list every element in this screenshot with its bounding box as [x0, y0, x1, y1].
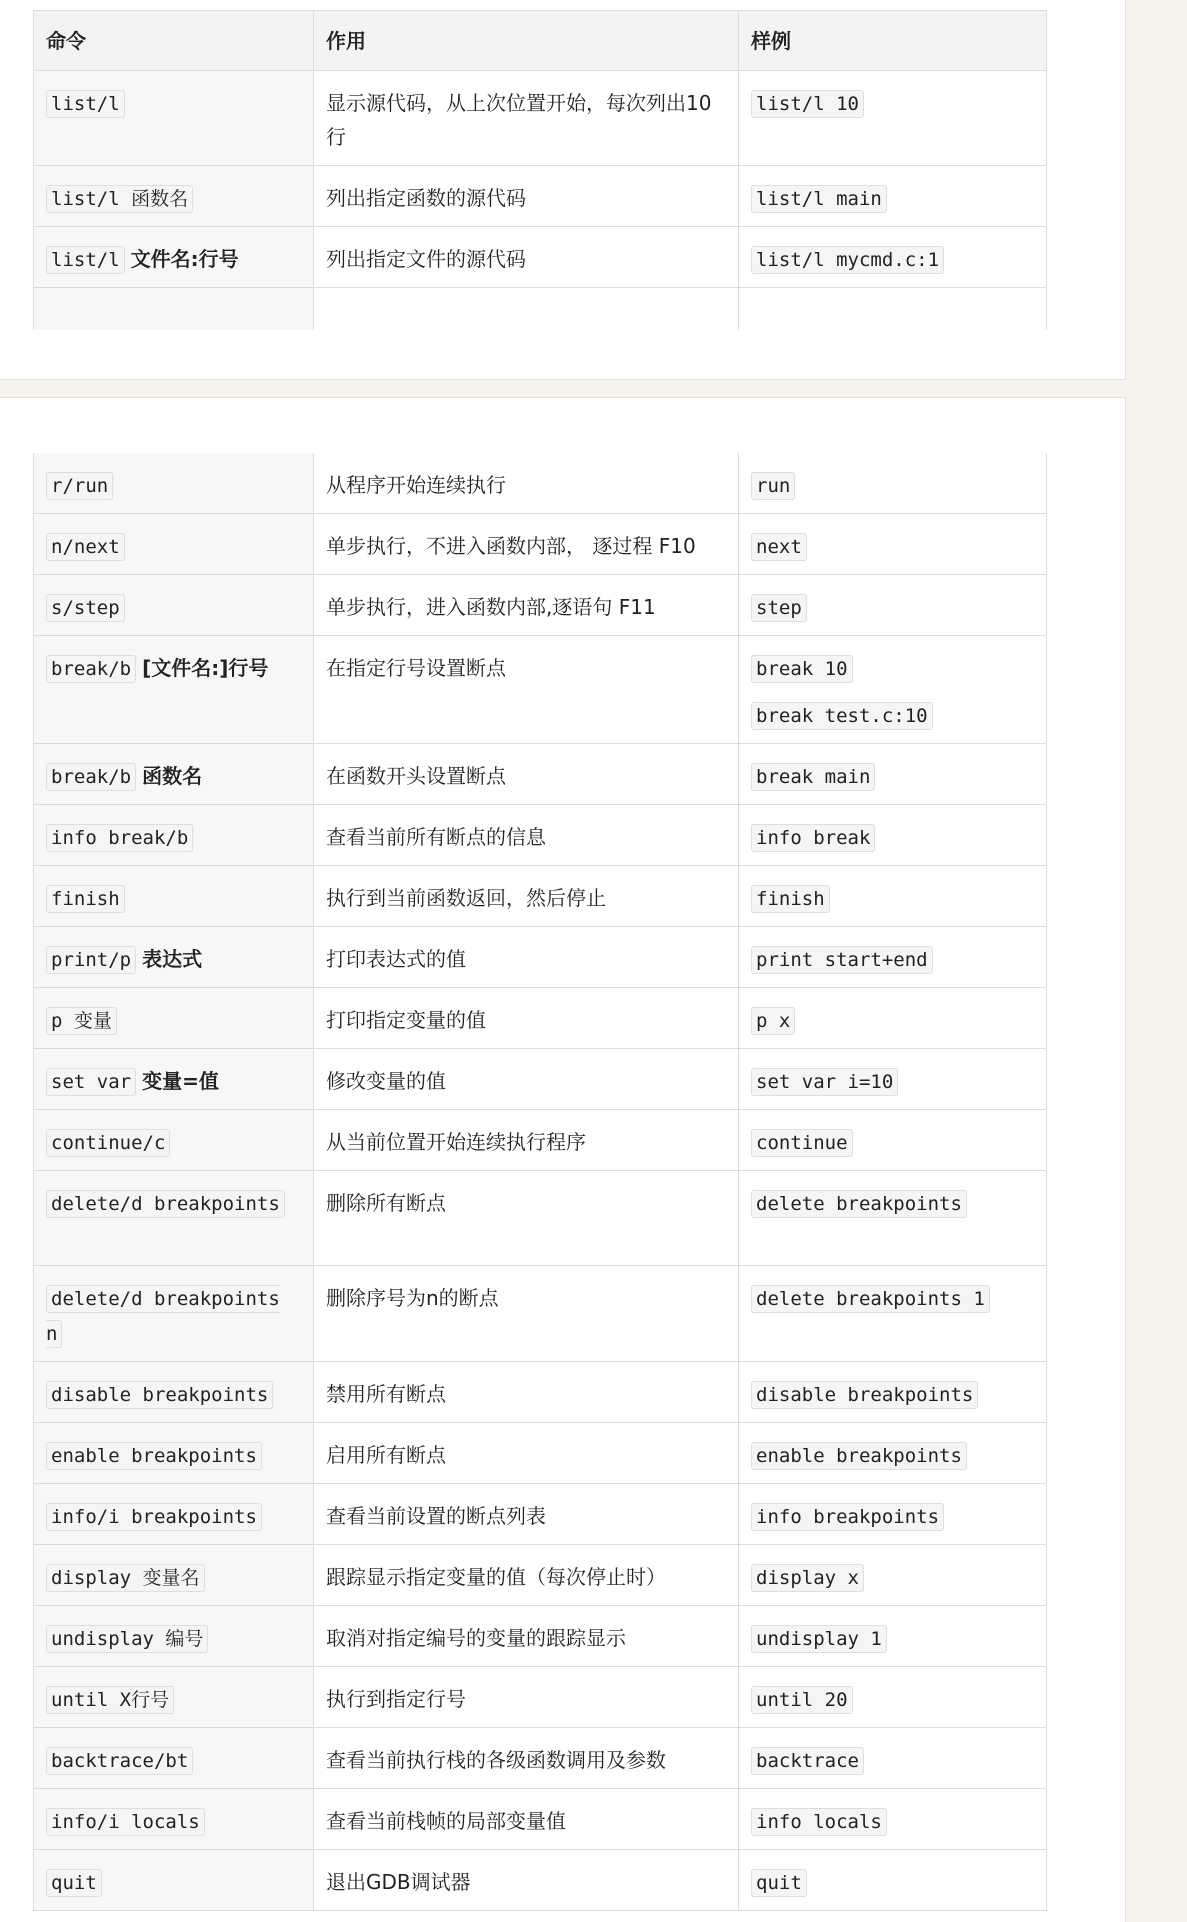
table-row — [34, 1266, 1047, 1362]
table-row — [34, 744, 1047, 805]
table-row — [34, 866, 1047, 927]
main-card — [0, 397, 1126, 1922]
command-cell — [34, 575, 314, 636]
description-cell: 在指定行号设置断点 — [314, 636, 739, 744]
table-row — [34, 1049, 1047, 1110]
table-row — [34, 805, 1047, 866]
description-cell: 查看当前设置的断点列表 — [314, 1484, 739, 1545]
command-code: enable breakpoints — [46, 1442, 262, 1470]
description-cell: 执行到当前函数返回，然后停止 — [314, 866, 739, 927]
description-cell: 删除序号为n的断点 — [314, 1266, 739, 1362]
example-cell — [739, 988, 1047, 1049]
example-cell — [739, 1362, 1047, 1423]
example-code: print start+end — [751, 946, 933, 974]
command-code: list/l — [46, 90, 125, 118]
example-cell — [739, 453, 1047, 514]
top-card — [0, 0, 1126, 380]
example-code: break test.c:10 — [751, 702, 933, 730]
empty-cell — [34, 288, 314, 330]
command-argument: [文件名:]行号 — [142, 656, 269, 680]
table-header-row — [34, 11, 1047, 71]
example-code: until 20 — [751, 1686, 853, 1714]
command-code: list/l 函数名 — [46, 185, 193, 213]
example-cell — [739, 1171, 1047, 1266]
command-code: quit — [46, 1869, 102, 1897]
example-cell — [739, 1110, 1047, 1171]
example-code: finish — [751, 885, 830, 913]
example-cell — [739, 71, 1047, 166]
gdb-commands-table-main — [33, 453, 1047, 1911]
command-cell — [34, 71, 314, 166]
table-row — [34, 1850, 1047, 1911]
table-row — [34, 1362, 1047, 1423]
empty-cell — [739, 288, 1047, 330]
command-cell — [34, 166, 314, 227]
table-row — [34, 1110, 1047, 1171]
command-argument: 函数名 — [142, 764, 203, 788]
command-cell — [34, 805, 314, 866]
example-cell — [739, 1049, 1047, 1110]
command-cell — [34, 1484, 314, 1545]
command-code: continue/c — [46, 1129, 170, 1157]
example-code: set var i=10 — [751, 1068, 898, 1096]
table-row — [34, 1667, 1047, 1728]
description-cell: 从程序开始连续执行 — [314, 453, 739, 514]
example-code: list/l main — [751, 185, 887, 213]
description-cell: 单步执行，不进入函数内部， 逐过程 F10 — [314, 514, 739, 575]
command-code: set var — [46, 1068, 136, 1096]
command-cell — [34, 453, 314, 514]
command-cell — [34, 514, 314, 575]
command-cell — [34, 1667, 314, 1728]
command-cell — [34, 1362, 314, 1423]
example-cell — [739, 1850, 1047, 1911]
example-code: quit — [751, 1869, 807, 1897]
command-cell — [34, 1266, 314, 1362]
example-code: step — [751, 594, 807, 622]
table-row — [34, 1545, 1047, 1606]
command-code: p 变量 — [46, 1007, 117, 1035]
example-code: next — [751, 533, 807, 561]
table-row — [34, 988, 1047, 1049]
command-cell — [34, 1171, 314, 1266]
description-cell: 启用所有断点 — [314, 1423, 739, 1484]
command-code: info/i breakpoints — [46, 1503, 262, 1531]
table-row — [34, 927, 1047, 988]
empty-row — [34, 288, 1047, 330]
header-purpose: 作用 — [314, 11, 739, 71]
example-cell — [739, 166, 1047, 227]
example-code: disable breakpoints — [751, 1381, 978, 1409]
example-cell — [739, 227, 1047, 288]
command-cell — [34, 866, 314, 927]
example-cell — [739, 1484, 1047, 1545]
example-cell — [739, 805, 1047, 866]
command-code: delete/d breakpoints n — [46, 1285, 280, 1348]
table-row — [34, 636, 1047, 744]
command-cell — [34, 988, 314, 1049]
example-code: info break — [751, 824, 875, 852]
description-cell: 打印指定变量的值 — [314, 988, 739, 1049]
example-cell — [739, 514, 1047, 575]
description-cell: 打印表达式的值 — [314, 927, 739, 988]
description-cell: 禁用所有断点 — [314, 1362, 739, 1423]
table-row — [34, 227, 1047, 288]
example-code: backtrace — [751, 1747, 864, 1775]
example-code: info locals — [751, 1808, 887, 1836]
table-row — [34, 514, 1047, 575]
header-command: 命令 — [34, 11, 314, 71]
table-row — [34, 1423, 1047, 1484]
empty-cell — [314, 288, 739, 330]
example-code: list/l 10 — [751, 90, 864, 118]
table-row — [34, 453, 1047, 514]
command-cell — [34, 1110, 314, 1171]
command-cell — [34, 1728, 314, 1789]
command-cell — [34, 927, 314, 988]
example-cell — [739, 866, 1047, 927]
command-code: r/run — [46, 472, 113, 500]
command-cell — [34, 1049, 314, 1110]
table-row — [34, 575, 1047, 636]
description-cell: 跟踪显示指定变量的值（每次停止时） — [314, 1545, 739, 1606]
description-cell: 列出指定文件的源代码 — [314, 227, 739, 288]
description-cell: 列出指定函数的源代码 — [314, 166, 739, 227]
example-code: enable breakpoints — [751, 1442, 967, 1470]
example-cell — [739, 1606, 1047, 1667]
table-row — [34, 1789, 1047, 1850]
table-row — [34, 71, 1047, 166]
example-cell — [739, 636, 1047, 744]
command-cell — [34, 1545, 314, 1606]
command-code: display 变量名 — [46, 1564, 205, 1592]
example-cell — [739, 744, 1047, 805]
example-code: break 10 — [751, 655, 853, 683]
example-code: delete breakpoints — [751, 1190, 967, 1218]
example-code: delete breakpoints 1 — [751, 1285, 990, 1313]
description-cell: 在函数开头设置断点 — [314, 744, 739, 805]
description-cell: 删除所有断点 — [314, 1171, 739, 1266]
command-cell — [34, 1423, 314, 1484]
command-code: info break/b — [46, 824, 193, 852]
description-cell: 查看当前执行栈的各级函数调用及参数 — [314, 1728, 739, 1789]
table-row — [34, 1171, 1047, 1266]
command-argument: 表达式 — [142, 947, 203, 971]
description-cell: 退出GDB调试器 — [314, 1850, 739, 1911]
example-cell — [739, 927, 1047, 988]
example-cell — [739, 1423, 1047, 1484]
command-argument: 文件名:行号 — [130, 247, 239, 271]
example-code: run — [751, 472, 795, 500]
command-code: n/next — [46, 533, 125, 561]
command-code: s/step — [46, 594, 125, 622]
command-cell — [34, 744, 314, 805]
description-cell: 取消对指定编号的变量的跟踪显示 — [314, 1606, 739, 1667]
command-cell — [34, 636, 314, 744]
example-cell — [739, 575, 1047, 636]
description-cell: 查看当前栈帧的局部变量值 — [314, 1789, 739, 1850]
table-row — [34, 1606, 1047, 1667]
command-argument: 变量=值 — [142, 1069, 219, 1093]
example-code: break main — [751, 763, 875, 791]
command-code: undisplay 编号 — [46, 1625, 208, 1653]
example-code: continue — [751, 1129, 853, 1157]
command-code: disable breakpoints — [46, 1381, 273, 1409]
example-cell — [739, 1545, 1047, 1606]
example-cell — [739, 1728, 1047, 1789]
example-cell — [739, 1266, 1047, 1362]
example-cell — [739, 1667, 1047, 1728]
command-cell — [34, 1789, 314, 1850]
header-example: 样例 — [739, 11, 1047, 71]
description-cell: 单步执行，进入函数内部,逐语句 F11 — [314, 575, 739, 636]
description-cell: 执行到指定行号 — [314, 1667, 739, 1728]
table-row — [34, 1484, 1047, 1545]
example-code: display x — [751, 1564, 864, 1592]
command-code: backtrace/bt — [46, 1747, 193, 1775]
command-code: print/p — [46, 946, 136, 974]
command-code: until X行号 — [46, 1686, 174, 1714]
description-cell: 修改变量的值 — [314, 1049, 739, 1110]
description-cell: 显示源代码，从上次位置开始，每次列出10行 — [314, 71, 739, 166]
command-code: finish — [46, 885, 125, 913]
command-code: info/i locals — [46, 1808, 205, 1836]
description-cell: 从当前位置开始连续执行程序 — [314, 1110, 739, 1171]
command-cell — [34, 1606, 314, 1667]
command-code: list/l — [46, 246, 125, 274]
gdb-commands-table-top — [33, 10, 1047, 330]
command-cell — [34, 1850, 314, 1911]
command-code: delete/d breakpoints — [46, 1190, 285, 1218]
command-cell — [34, 227, 314, 288]
example-code: undisplay 1 — [751, 1625, 887, 1653]
table-row — [34, 1728, 1047, 1789]
example-code: info breakpoints — [751, 1503, 944, 1531]
example-code: p x — [751, 1007, 795, 1035]
description-cell: 查看当前所有断点的信息 — [314, 805, 739, 866]
command-code: break/b — [46, 655, 136, 683]
example-cell — [739, 1789, 1047, 1850]
table-row — [34, 166, 1047, 227]
example-code: list/l mycmd.c:1 — [751, 246, 944, 274]
command-code: break/b — [46, 763, 136, 791]
